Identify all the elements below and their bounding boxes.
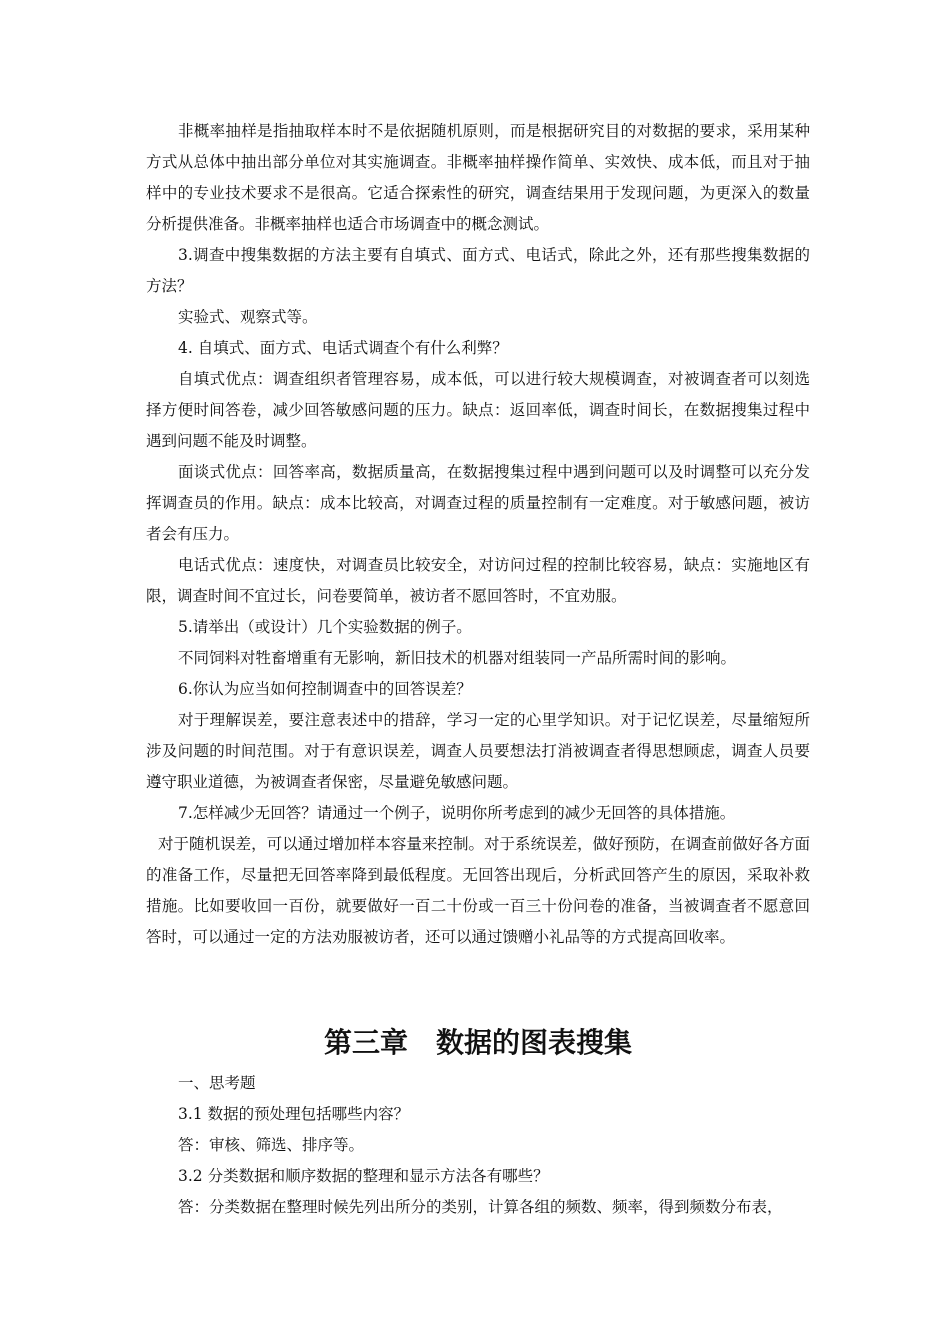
chapter-title: 第三章 数据的图表搜集 [323, 1026, 632, 1059]
question-7: 7.怎样减少无回答？请通过一个例子，说明你所考虑到的减少无回答的具体措施。 [178, 804, 736, 822]
paragraph-nonprob-sampling: 非概率抽样是指抽取样本时不是依据随机原则，而是根据研究目的对数据的要求，采用某种方式从总体中抽出部分单位对其实施调查。非概率抽样操作简单、实效快、成本低，而且对于抽样中的专业技术要求不是很高。它适合探索性的研究，调查结果用于发现问题，为更深入的数量分析提供准备。非概率抽样也适合市场调查中的概念测试。 [146, 122, 810, 233]
question-4: 4. 自填式、面方式、电话式调查个有什么利弊？ [178, 339, 508, 357]
question-5: 5.请举出（或设计）几个实验数据的例子。 [178, 618, 472, 636]
answer-3: 实验式、观察式等。 [178, 308, 318, 326]
answer-5: 不同饲料对牲畜增重有无影响，新旧技术的机器对组装同一产品所需时间的影响。 [178, 649, 737, 667]
question-3-1: 3.1 数据的预处理包括哪些内容？ [178, 1105, 410, 1123]
answer-7: 对于随机误差，可以通过增加样本容量来控制。对于系统误差，做好预防，在调查前做好各方面的准备工作，尽量把无回答率降到最低程度。无回答出现后，分析武回答产生的原因，采取补救措施。比如要收回一百份，就要做好一百二十份或一百三十份问卷的准备，当被调查者不愿意回答时，可以通过一定的方法劝服被访者，还可以通过馈赠小礼品等的方式提高回收率。 [146, 835, 810, 946]
answer-3-1: 答：审核、筛选、排序等。 [178, 1136, 365, 1154]
question-3-2: 3.2 分类数据和顺序数据的整理和显示方法各有哪些？ [178, 1167, 549, 1185]
question-3: 3.调查中搜集数据的方法主要有自填式、面方式、电话式，除此之外，还有那些搜集数据的方法？ [146, 246, 810, 295]
question-6: 6.你认为应当如何控制调查中的回答误差？ [178, 680, 472, 698]
section-heading-thinking-questions: 一、思考题 [178, 1074, 256, 1092]
answer-4-phone: 电话式优点：速度快，对调查员比较安全，对访问过程的控制比较容易，缺点：实施地区有限，调查时间不宜过长，问卷要简单，被访者不愿回答时，不宜劝服。 [146, 556, 810, 605]
answer-3-2: 答：分类数据在整理时候先列出所分的类别，计算各组的频数、频率，得到频数分布表， [178, 1198, 783, 1216]
answer-4-self-fill: 自填式优点：调查组织者管理容易，成本低，可以进行较大规模调查，对被调查者可以刻选择方便时间答卷，减少回答敏感问题的压力。缺点：返回率低，调查时间长，在数据搜集过程中遇到问题不能及时调整。 [146, 370, 810, 450]
answer-6: 对于理解误差，要注意表述中的措辞，学习一定的心里学知识。对于记忆误差，尽量缩短所涉及问题的时间范围。对于有意识误差，调查人员要想法打消被调查者得思想顾虑，调查人员要遵守职业道德，为被调查者保密，尽量避免敏感问题。 [146, 711, 810, 791]
answer-4-interview: 面谈式优点：回答率高，数据质量高，在数据搜集过程中遇到问题可以及时调整可以充分发挥调查员的作用。缺点：成本比较高，对调查过程的质量控制有一定难度。对于敏感问题，被访者会有压力。 [146, 463, 810, 543]
